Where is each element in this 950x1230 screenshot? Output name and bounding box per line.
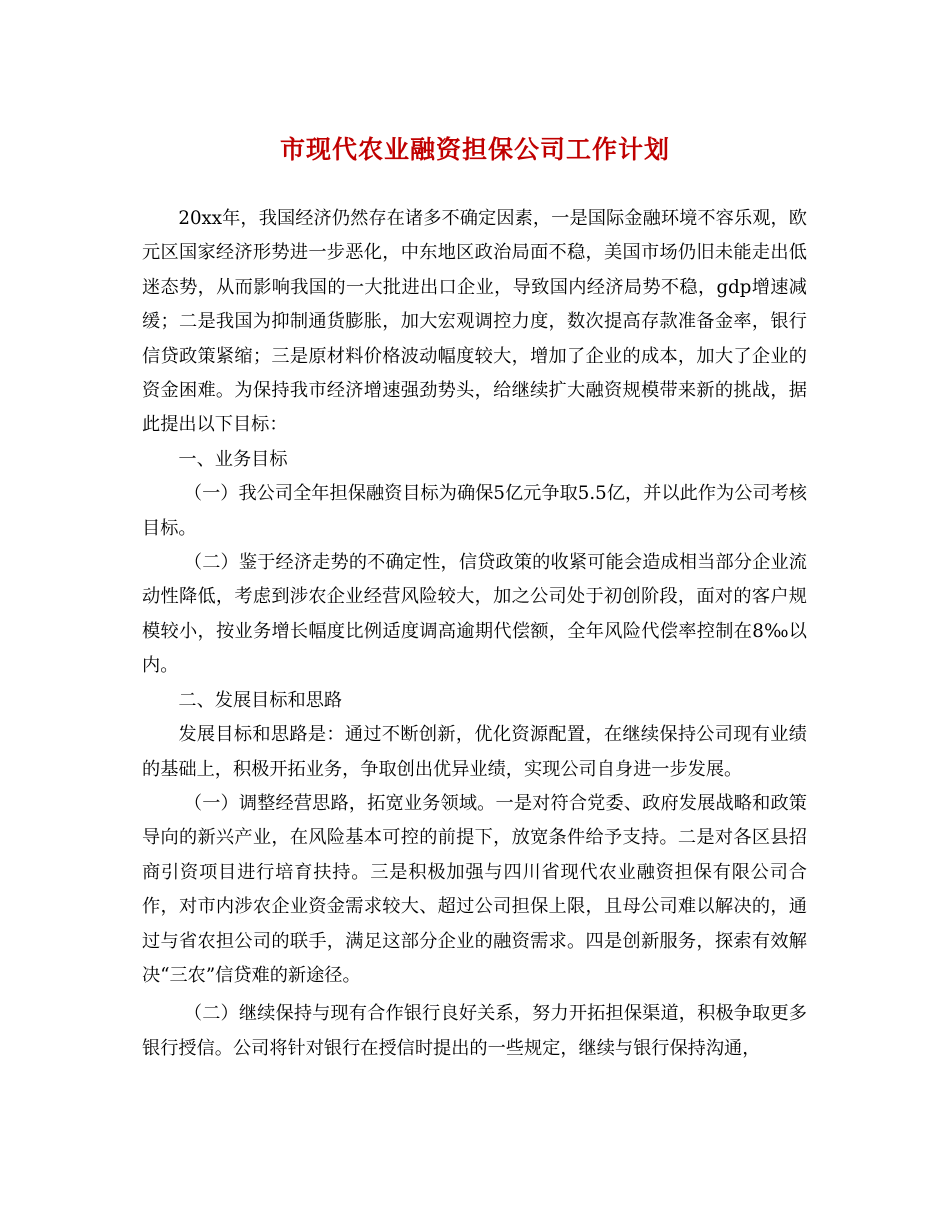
paragraph-development-summary: 发展目标和思路是：通过不断创新，优化资源配置，在继续保持公司现有业绩的基础上，积极开拓业务，争取创出优异业绩，实现公司自身进一步发展。 (142, 724, 807, 780)
paragraph-development-2: （二）继续保持与现有合作银行良好关系，努力开拓担保渠道，积极争取更多银行授信。公司将针对银行在授信时提出的一些规定，继续与银行保持沟通， (142, 1003, 807, 1059)
heading-business-goals: 一、业务目标 (178, 448, 288, 470)
document-title: 市现代农业融资担保公司工作计划 (279, 135, 670, 164)
paragraph-business-goal-2: （二）鉴于经济走势的不确定性，信贷政策的收紧可能会造成相当部分企业流动性降低，考虑到涉农企业经营风险较大，加之公司处于初创阶段，面对的客户规模较小，按业务增长幅度比例适度调高逾期代偿额，全年风险代偿率控制在8‰以内。 (142, 552, 807, 677)
heading-development-goals: 二、发展目标和思路 (178, 689, 343, 711)
paragraph-development-1: （一）调整经营思路，拓宽业务领域。一是对符合党委、政府发展战略和政策导向的新兴产业，在风险基本可控的前提下，放宽条件给予支持。二是对各区县招商引资项目进行培育扶持。三是积极加强与四川省现代农业融资担保有限公司合作，对市内涉农企业资金需求较大、超过公司担保上限，且母公司难以解决的，通过与省农担公司的联手，满足这部分企业的融资需求。四是创新服务，探索有效解决“三农”信贷难的新途径。 (142, 792, 807, 986)
paragraph-business-goal-1: （一）我公司全年担保融资目标为确保5亿元争取5.5亿，并以此作为公司考核目标。 (142, 483, 807, 539)
document-body (142, 202, 807, 1066)
paragraph-intro: 20xx年，我国经济仍然存在诸多不确定因素，一是国际金融环境不容乐观，欧元区国家经济形势进一步恶化，中东地区政治局面不稳，美国市场仍旧未能走出低迷态势，从而影响我国的一大批进出口企业，导致国内经济局势不稳，gdp增速减缓；二是我国为抑制通货膨胀，加大宏观调控力度，数次提高存款准备金率，银行信贷政策紧缩；三是原材料价格波动幅度较大，增加了企业的成本，加大了企业的资金困难。为保持我市经济增速强劲势头，给继续扩大融资规模带来新的挑战，据此提出以下目标： (142, 208, 807, 436)
